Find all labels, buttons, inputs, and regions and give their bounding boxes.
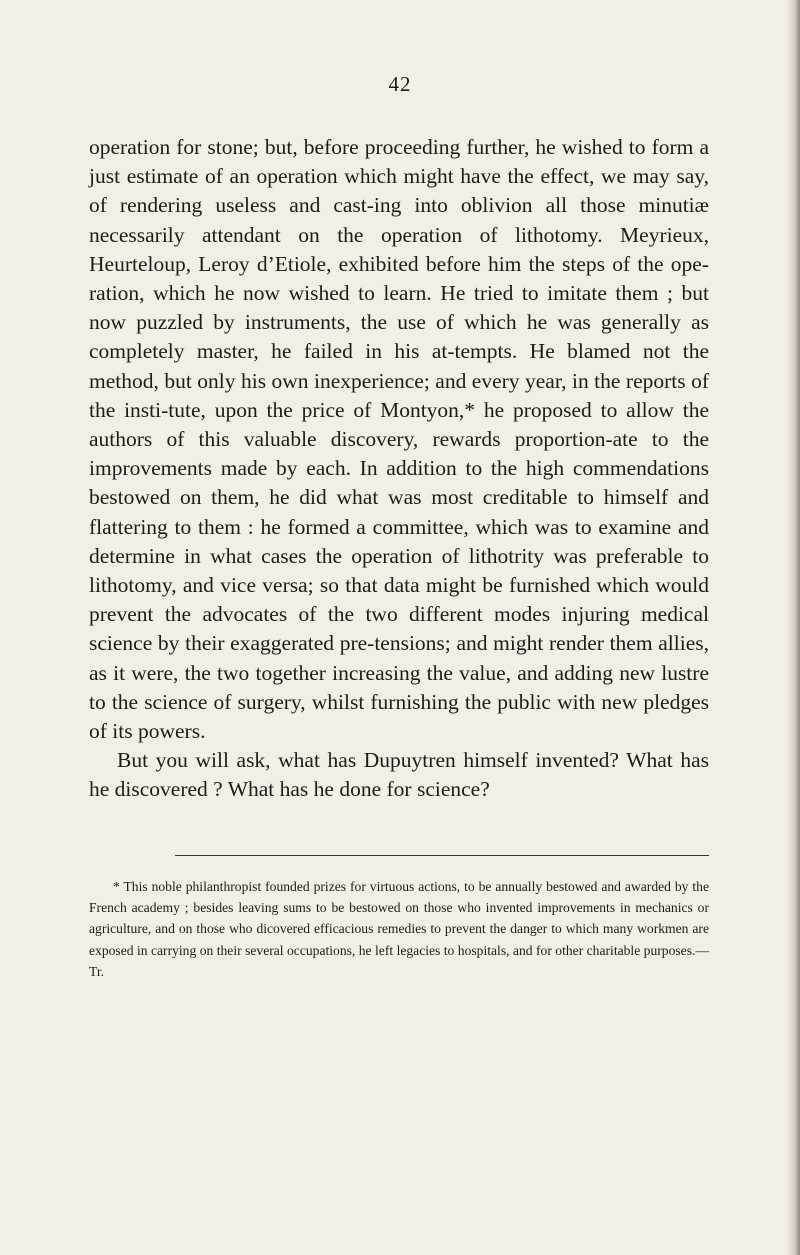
footnote: [89, 876, 709, 982]
page-edge-shadow: [786, 0, 800, 1255]
page-number: 42: [388, 72, 412, 96]
footnote-divider: [175, 855, 709, 856]
body-paragraph-1: operation for stone; but, before proceeding further, he wished to form a just estimate of an operation which might have the effect, we may say, of rendering useless and cast-ing into oblivion all those minutiæ necessarily attendant on the operation of lithotomy. Meyrieux, Heurteloup, Leroy d’Etiole, exhibited before him the steps of the ope-ration, which he now wished to learn. He tried to imitate them ; but now puzzled by instruments, the use of which he was generally as completely master, he failed in his at-tempts. He blamed not the method, but only his own inexperience; and every year, in the reports of the insti-tute, upon the price of Montyon,* he proposed to allow the authors of this valuable discovery, rewards proportion-ate to the improvements made by each. In addition to the high commendations bestowed on them, he did what was most creditable to himself and flattering to them : he formed a committee, which was to examine and determine in what cases the operation of lithotrity was preferable to lithotomy, and vice versa; so that data might be furnished which would prevent the advocates of the two different modes injuring medical science by their exaggerated pre-tensions; and might render them allies, as it were, the two together increasing the value, and adding new lustre to the science of surgery, whilst furnishing the public with new pledges of its powers.: [89, 135, 709, 744]
body-text: [89, 133, 709, 805]
footnote-text: * This noble philanthropist founded prizes for virtuous actions, to be annually bestowed and awarded by the French academy ; besides leaving sums to be bestowed on those who invented improvements in mechanics or agriculture, and on those who dicovered efficacious remedies to prevent the danger to which many workmen are exposed in carrying on their several occupations, he left legacies to hospitals, and for other charitable purposes.—Tr.: [89, 879, 709, 979]
body-paragraph-2: But you will ask, what has Dupuytren himself invented? What has he discovered ? What has he done for science?: [89, 748, 709, 802]
